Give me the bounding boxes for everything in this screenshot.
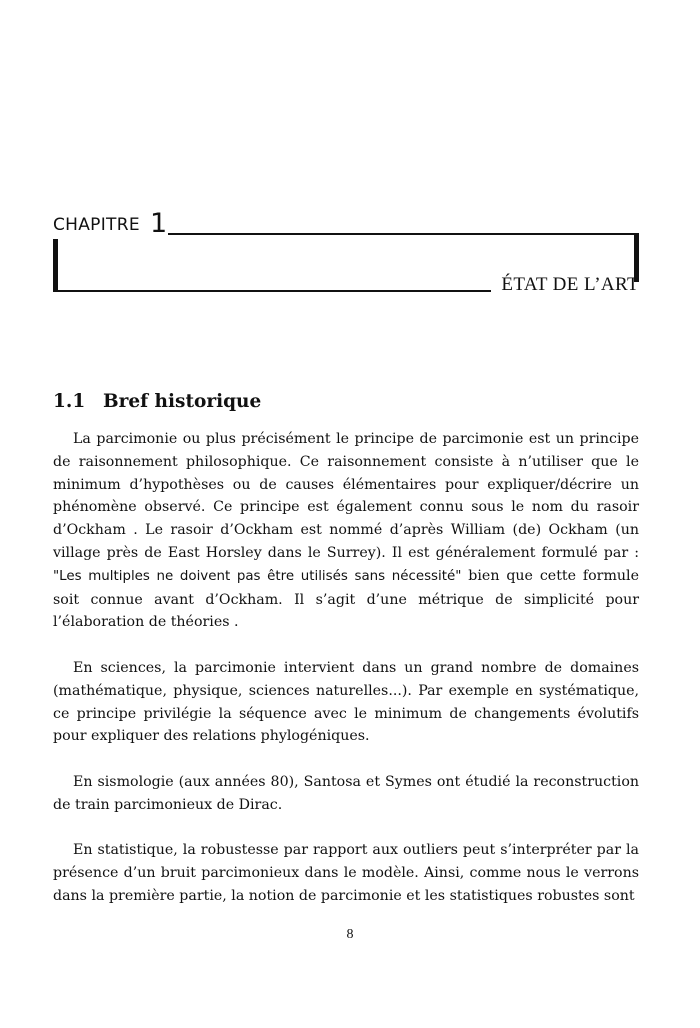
paragraph-4: En statistique, la robustesse par rapport aux outliers peut s’interpréter par la présence d’un bruit parcimonieux dans le modèle. Ainsi, comme nous le verrons dans la première partie, la notion de parcimonie et les statistiques robustes sont — [53, 842, 639, 904]
chapter-rule-bottom — [53, 290, 491, 292]
ockham-quote: "Les multiples ne doivent pas être utilisés sans nécessité" — [53, 568, 462, 584]
paragraph-1-text-b: bien que cette formule soit connue avant d’Ockham. Il s’agit d’une métrique de simplicité pour l’élaboration de théories . — [53, 567, 639, 631]
paragraph-2: En sciences, la parcimonie intervient dans un grand nombre de domaines (mathématique, physique, sciences naturelles...). Par exemple en systématique, ce principe privilégie la séquence avec le minimum de changements évolutifs pour expliquer des relations phylogéniques. — [53, 659, 639, 745]
section-title: Bref historique — [103, 391, 262, 412]
body-text — [53, 428, 639, 908]
section-number: 1.1 — [53, 391, 86, 412]
paragraph-3: En sismologie (aux années 80), Santosa et Symes ont étudié la reconstruction de train parcimonieux de Dirac. — [53, 773, 639, 813]
chapter-number: 1 — [150, 208, 168, 239]
page-number: 8 — [346, 927, 354, 942]
paragraph-1-text-a: La parcimonie ou plus précisément le principe de parcimonie est un principe de raisonnement philosophique. Ce raisonnement consiste à n’utiliser que le minimum d’hypothèses ou de causes élémentaires pour expliquer/décrire un phénomène observé. Ce principe est également connu sous le nom du rasoir d’Ockham . Le rasoir d’Ockham est nommé d’après William (de) Ockham (un village près de East Horsley dans le Surrey). Il est généralement formulé par : — [53, 431, 639, 561]
chapter-rule-left — [53, 239, 58, 292]
paragraph-1 — [53, 428, 639, 634]
chapter-title: ÉTAT DE L’ART — [501, 274, 639, 295]
chapter-rule-top — [168, 233, 639, 235]
chapter-heading — [53, 208, 639, 297]
section-heading — [53, 389, 261, 415]
chapter-label: CHAPITRE — [53, 215, 140, 235]
